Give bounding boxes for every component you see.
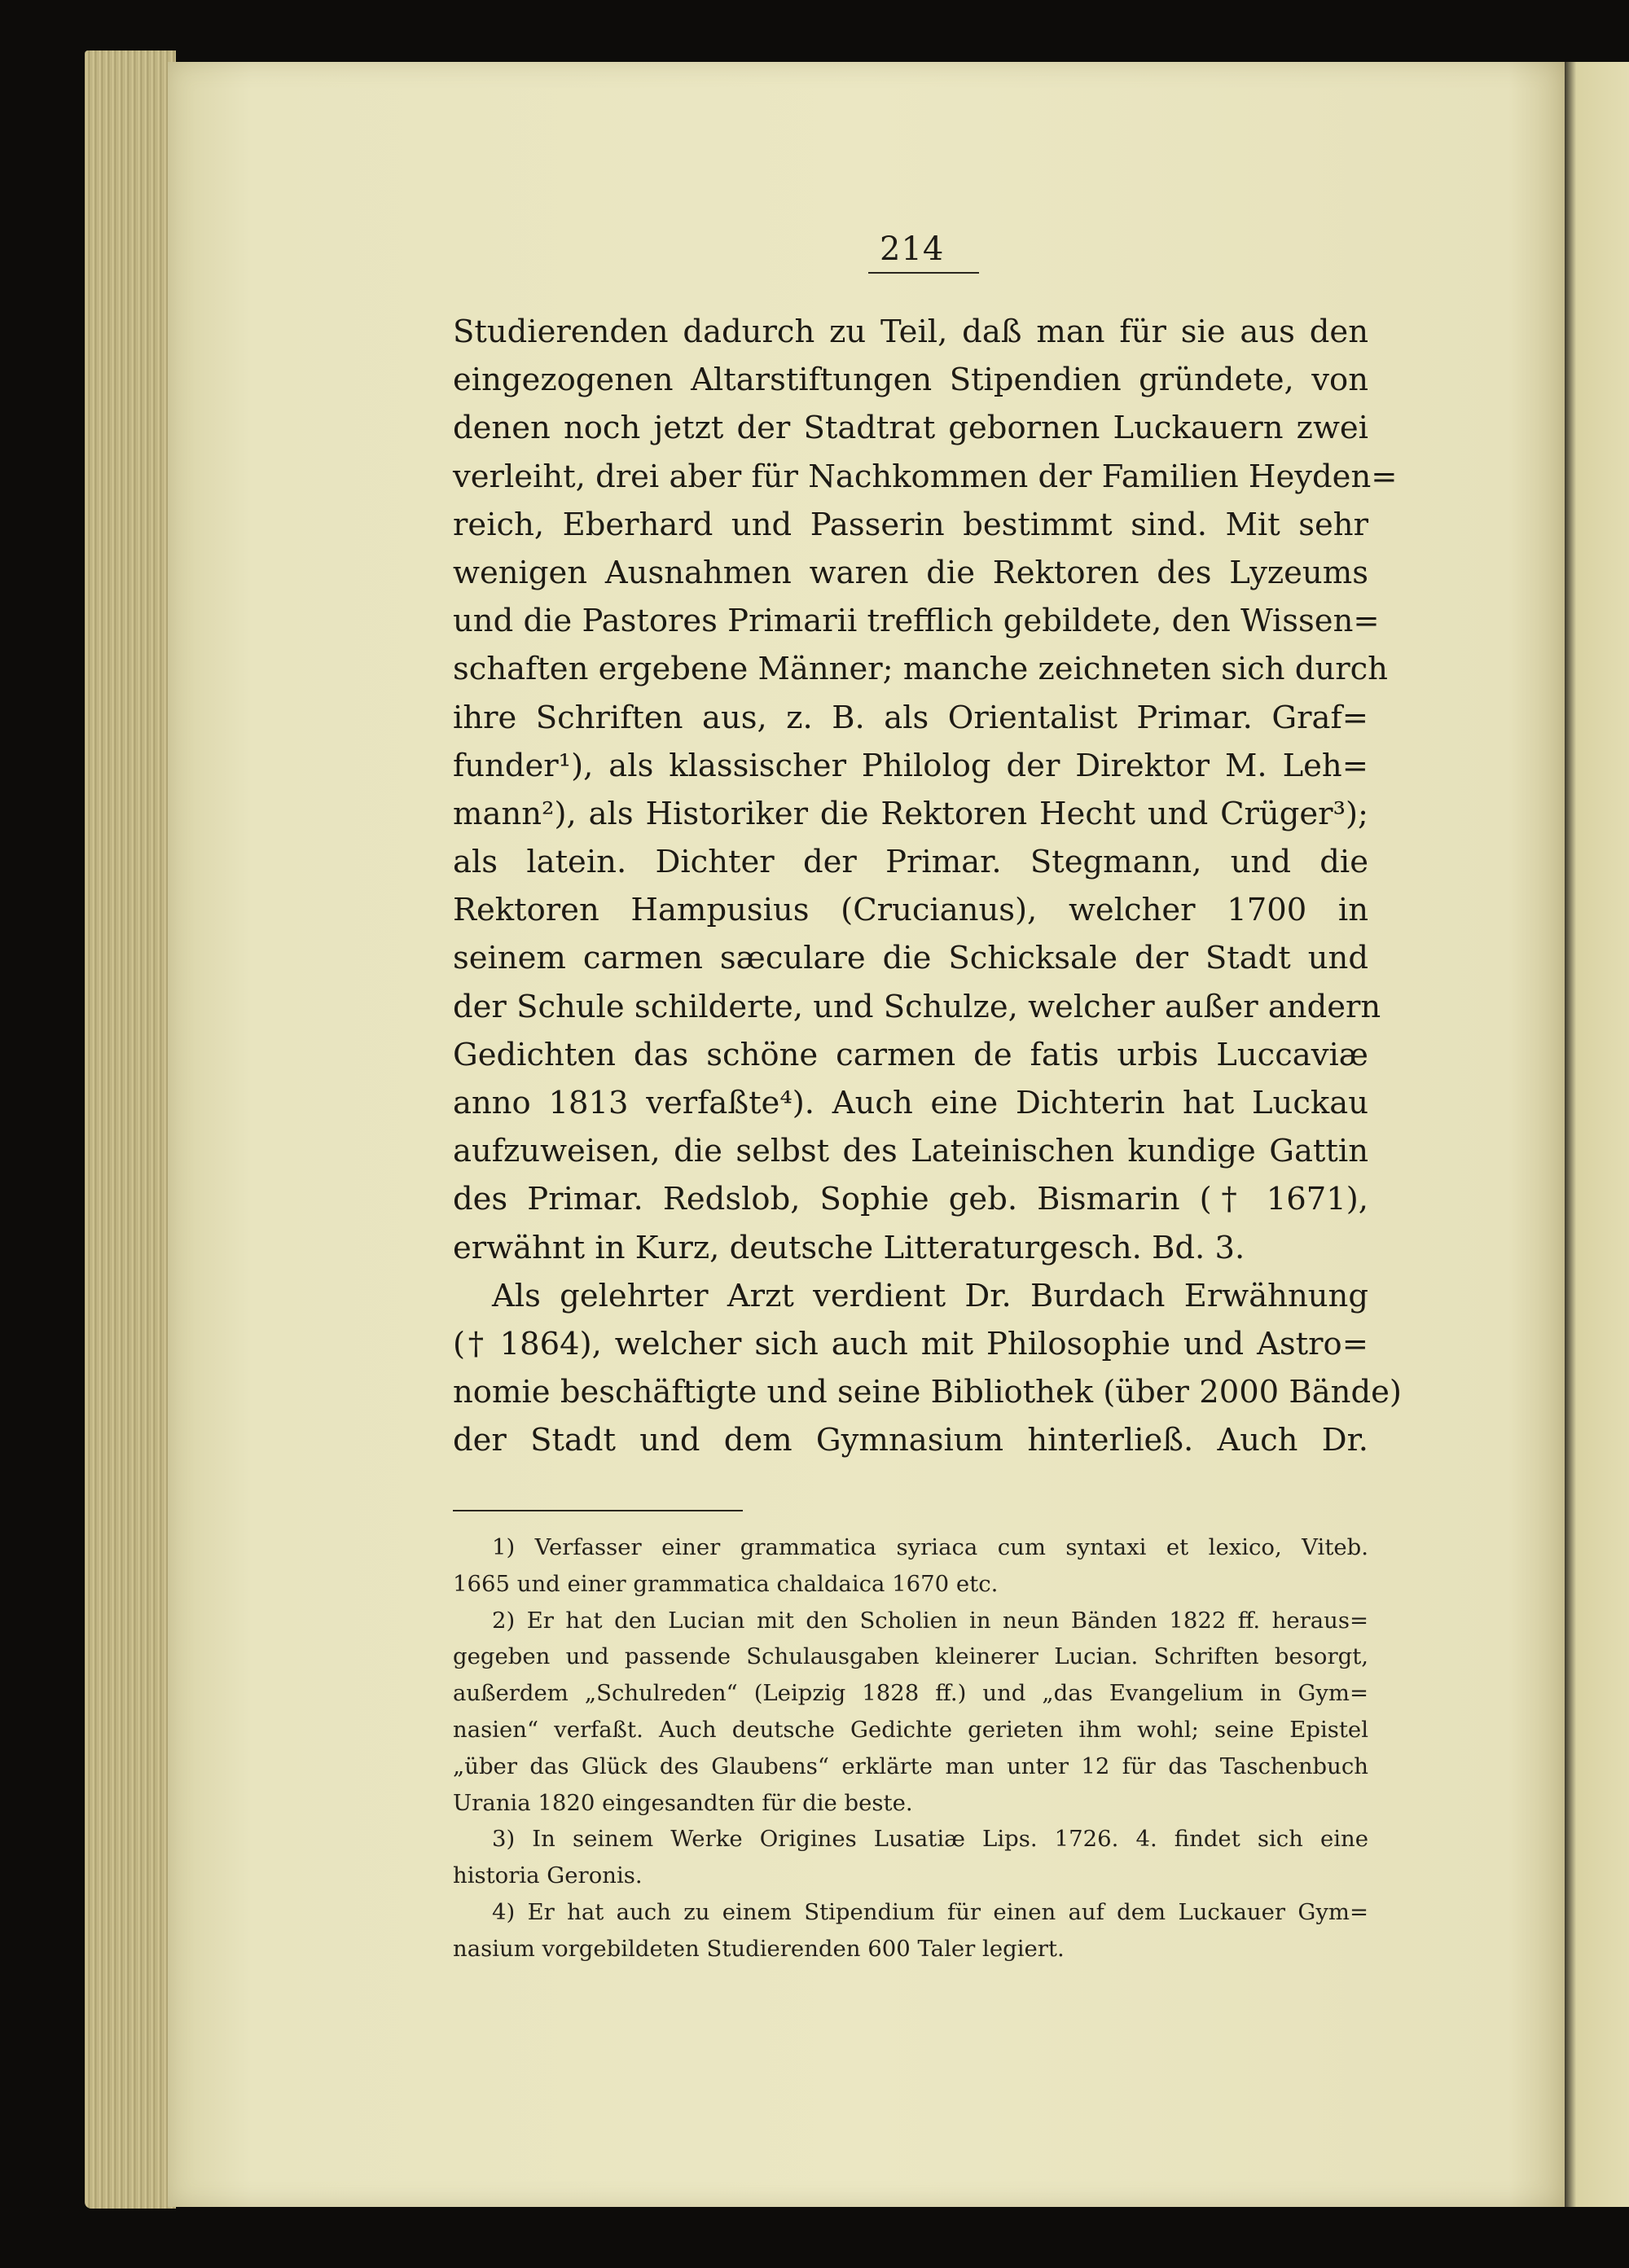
footnote-line: 2) Er hat den Lucian mit den Scholien in neun Bänden 1822 ff. heraus= — [492, 1607, 1368, 1634]
body-line: der Schule schilderte, und Schulze, welcher außer andern — [453, 988, 1381, 1025]
page-number: 214 — [880, 230, 945, 268]
body-text — [453, 308, 1402, 1465]
body-line: erwähnt in Kurz, deutsche Litteraturgesch. Bd. 3. — [453, 1229, 1245, 1266]
footnote-line: „über das Glück des Glaubens“ erklärte man unter 12 für das Taschenbuch — [453, 1753, 1368, 1779]
footnote-line: historia Geronis. — [453, 1862, 643, 1889]
footnote-line: 1) Verfasser einer grammatica syriaca cum syntaxi et lexico, Viteb. — [492, 1534, 1368, 1560]
body-line: als latein. Dichter der Primar. Stegmann, und die — [453, 844, 1368, 881]
page-edges — [85, 50, 176, 2209]
body-line: seinem carmen sæculare die Schicksale der Stadt und — [453, 940, 1368, 977]
footnote-rule — [453, 1510, 743, 1511]
body-line: aufzuweisen, die selbst des Lateinischen kundige Gattin — [453, 1133, 1368, 1170]
facing-page-edge — [1565, 62, 1629, 2207]
body-line: wenigen Ausnahmen waren die Rektoren des Lyzeums — [453, 554, 1368, 591]
body-line: Rektoren Hampusius (Crucianus), welcher 1700 in — [453, 892, 1368, 929]
footnote-line: 4) Er hat auch zu einem Stipendium für einen auf dem Luckauer Gym= — [492, 1898, 1368, 1925]
body-line: reich, Eberhard und Passerin bestimmt sind. Mit sehr — [453, 506, 1368, 543]
footnote-line: nasium vorgebildeten Studierenden 600 Taler legiert. — [453, 1935, 1065, 1962]
body-line: mann²), als Historiker die Rektoren Hecht und Crüger³); — [453, 795, 1368, 832]
body-line: anno 1813 verfaßte⁴). Auch eine Dichterin hat Luckau — [453, 1085, 1368, 1121]
body-line: nomie beschäftigte und seine Bibliothek (über 2000 Bände) — [453, 1374, 1402, 1411]
body-line: funder¹), als klassischer Philolog der Direktor M. Leh= — [453, 747, 1368, 784]
footnote-line: nasien“ verfaßt. Auch deutsche Gedichte gerieten ihm wohl; seine Epistel — [453, 1716, 1368, 1743]
body-line: des Primar. Redslob, Sophie geb. Bismarin († 1671), — [453, 1181, 1368, 1218]
body-line: († 1864), welcher sich auch mit Philosophie und Astro= — [453, 1325, 1368, 1362]
body-line: Gedichten das schöne carmen de fatis urbis Luccaviæ — [453, 1036, 1368, 1073]
body-line: der Stadt und dem Gymnasium hinterließ. Auch Dr. — [453, 1422, 1368, 1459]
footnotes — [453, 1529, 1368, 1968]
body-line: Studierenden dadurch zu Teil, daß man für sie aus den — [453, 314, 1368, 350]
body-line: verleiht, drei aber für Nachkommen der Familien Heyden= — [453, 458, 1398, 495]
footnote-line: 3) In seinem Werke Origines Lusatiæ Lips. 1726. 4. findet sich eine — [492, 1826, 1368, 1853]
body-line: Als gelehrter Arzt verdient Dr. Burdach Erwähnung — [492, 1277, 1368, 1314]
body-line: denen noch jetzt der Stadtrat gebornen Luckauern zwei — [453, 410, 1368, 447]
footnote-line: Urania 1820 eingesandten für die beste. — [453, 1789, 913, 1816]
body-line: ihre Schriften aus, z. B. als Orientalist Primar. Graf= — [453, 699, 1368, 736]
body-line: und die Pastores Primarii trefflich gebildete, den Wissen= — [453, 603, 1380, 640]
body-line: eingezogenen Altarstiftungen Stipendien gründete, von — [453, 362, 1368, 399]
footnote-line: außerdem „Schulreden“ (Leipzig 1828 ff.) und „das Evangelium in Gym= — [453, 1680, 1368, 1707]
footnote-line: gegeben und passende Schulausgaben kleinerer Lucian. Schriften besorgt, — [453, 1643, 1368, 1670]
footnote-line: 1665 und einer grammatica chaldaica 1670 etc. — [453, 1570, 999, 1597]
body-line: schaften ergebene Männer; manche zeichneten sich durch — [453, 651, 1388, 688]
page-number-rule — [868, 272, 979, 274]
